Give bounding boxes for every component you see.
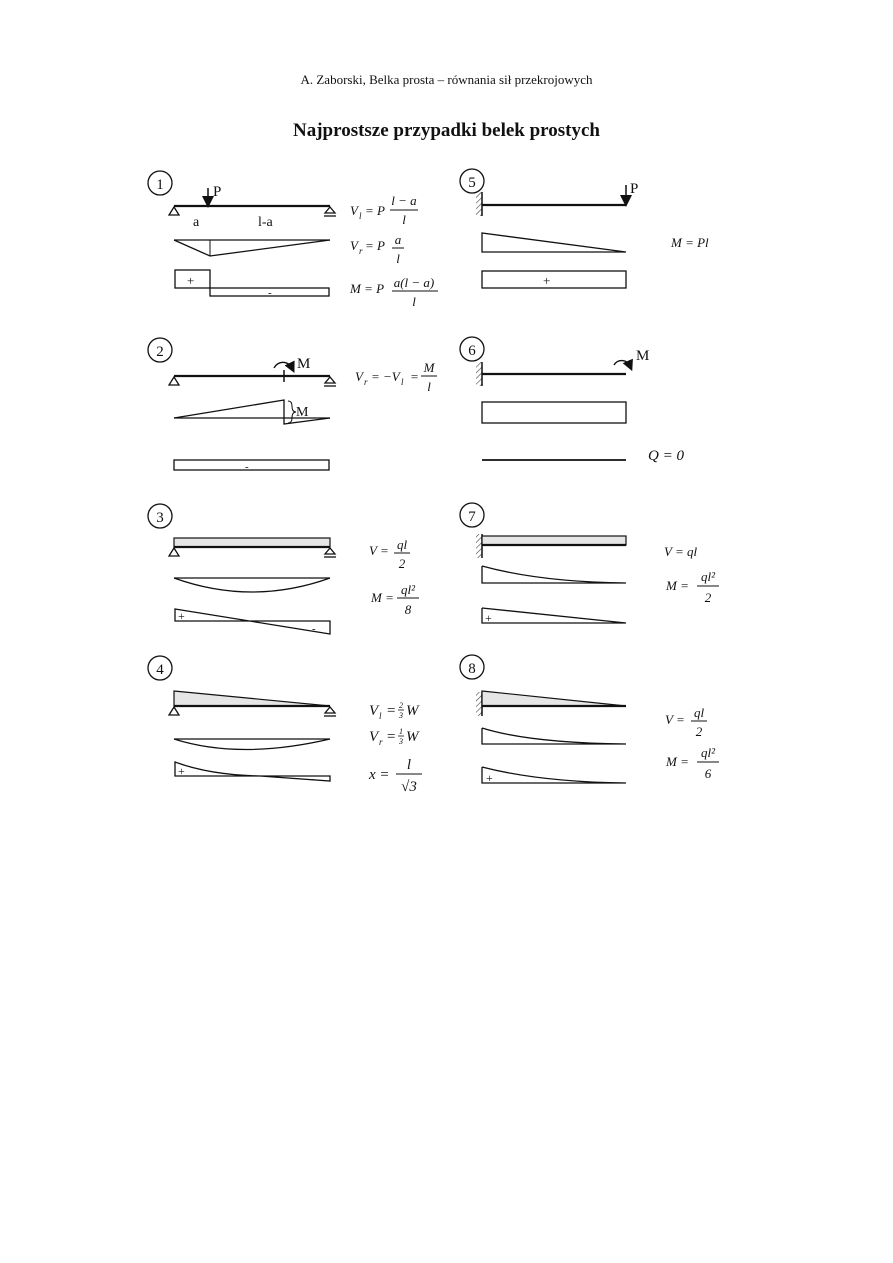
svg-text:1: 1 <box>399 727 403 736</box>
fixed-support <box>476 362 482 386</box>
svg-text:= P: = P <box>365 238 385 253</box>
moment-diagram <box>174 739 330 750</box>
svg-text:6: 6 <box>704 766 712 781</box>
svg-text:l: l <box>402 212 406 227</box>
svg-text:l: l <box>412 294 416 309</box>
case-number: 4 <box>156 662 164 678</box>
page-title: Najprostsze przypadki belek prostych <box>292 120 600 141</box>
moment-diagram <box>174 578 330 592</box>
span-right-label: l-a <box>258 215 273 230</box>
case-5 <box>460 169 709 288</box>
svg-text:-: - <box>311 773 315 785</box>
case-2 <box>148 338 437 473</box>
svg-text:M: M <box>636 348 650 364</box>
case-number: 7 <box>468 509 476 525</box>
svg-text:l: l <box>379 711 382 721</box>
case-1 <box>148 171 438 309</box>
formulas-case-1 <box>349 193 438 309</box>
svg-text:l: l <box>406 757 412 773</box>
pin-support <box>169 207 179 215</box>
svg-text:P: P <box>630 181 639 197</box>
formula: M = Pl <box>671 235 709 250</box>
svg-text:=: = <box>386 729 397 745</box>
formulas-case-4 <box>368 701 422 795</box>
case-number: 2 <box>156 344 164 360</box>
shear-plus: + <box>187 273 195 288</box>
svg-text:-: - <box>245 461 249 473</box>
svg-text:l − a: l − a <box>391 193 417 208</box>
fixed-support <box>476 534 482 558</box>
svg-text:V: V <box>350 238 358 253</box>
svg-text:V: V <box>355 369 363 384</box>
svg-text:=: = <box>410 369 419 384</box>
case-number: 5 <box>468 175 476 191</box>
svg-text:+: + <box>485 611 492 625</box>
formulas-case-2 <box>355 360 437 394</box>
shear-minus: - <box>268 287 272 299</box>
moment-diagram <box>482 233 626 252</box>
moment-diagram <box>482 402 626 423</box>
svg-text:a(l − a): a(l − a) <box>393 275 435 290</box>
svg-text:=: = <box>386 703 397 719</box>
svg-text:+: + <box>543 273 551 288</box>
svg-text:M =: M = <box>666 754 689 769</box>
svg-text:+: + <box>178 764 185 778</box>
page-header: A. Zaborski, Belka prosta – równania sił przekrojowych <box>300 72 593 87</box>
svg-text:ql²: ql² <box>700 745 716 760</box>
case-number: 1 <box>156 177 164 193</box>
svg-text:M =: M = <box>371 590 394 605</box>
svg-text:V: V <box>369 703 379 719</box>
fixed-support <box>476 192 482 216</box>
svg-text:+: + <box>486 771 493 785</box>
moment-diagram <box>482 566 626 583</box>
moment-arrow <box>614 361 630 366</box>
svg-text:3: 3 <box>399 711 403 720</box>
moment-arrow <box>274 362 292 368</box>
case-number: 6 <box>468 343 476 359</box>
svg-text:W: W <box>406 729 419 745</box>
svg-text:V =: V = <box>369 543 389 558</box>
shear-negative <box>174 460 329 470</box>
case-4 <box>148 656 422 795</box>
svg-text:l: l <box>427 379 431 394</box>
distributed-load <box>174 538 330 547</box>
distributed-load <box>482 536 626 545</box>
triangular-load <box>174 691 330 706</box>
svg-text:r: r <box>379 737 383 747</box>
svg-text:ql²: ql² <box>700 569 716 584</box>
svg-text:l: l <box>359 211 362 221</box>
svg-text:+: + <box>178 609 185 623</box>
svg-text:3: 3 <box>399 737 403 746</box>
svg-text:V = ql: V = ql <box>664 544 698 559</box>
svg-text:a: a <box>394 232 402 247</box>
triangular-load <box>482 691 626 706</box>
svg-text:M =: M = <box>666 578 689 593</box>
svg-text:M = P: M = P <box>350 281 385 296</box>
span-left-label: a <box>193 215 200 230</box>
svg-text:r: r <box>359 246 363 256</box>
svg-text:2: 2 <box>399 701 403 710</box>
moment-jump-label: M <box>296 405 309 420</box>
svg-text:2: 2 <box>704 590 712 605</box>
svg-text:ql²: ql² <box>400 582 416 597</box>
svg-text:= P: = P <box>365 203 385 218</box>
svg-text:V: V <box>369 729 379 745</box>
case-3 <box>148 504 419 635</box>
case-number: 3 <box>156 510 164 526</box>
roller-support <box>325 207 335 213</box>
case-number: 8 <box>468 661 476 677</box>
svg-text:2: 2 <box>695 724 703 739</box>
formulas-case-3 <box>369 537 419 617</box>
case-7 <box>460 503 719 625</box>
svg-text:ql: ql <box>396 537 408 552</box>
case-6 <box>460 337 684 464</box>
svg-text:r: r <box>364 377 368 387</box>
formulas-case-7 <box>664 544 719 605</box>
svg-text:x =: x = <box>369 767 390 783</box>
svg-text:= −V: = −V <box>371 369 400 384</box>
case-8 <box>460 655 719 785</box>
shear-diagram <box>482 767 626 783</box>
shear-diagram <box>175 762 330 781</box>
fixed-support <box>476 692 482 716</box>
svg-text:-: - <box>312 623 316 635</box>
shear-positive <box>482 271 626 288</box>
formula: Q = 0 <box>648 448 684 464</box>
shear-diagram <box>482 608 626 623</box>
svg-text:8: 8 <box>404 602 412 617</box>
svg-text:l: l <box>396 251 400 266</box>
moment-diagram <box>482 728 626 744</box>
svg-text:V =: V = <box>665 712 685 727</box>
moment-label: M <box>297 356 311 372</box>
svg-text:2: 2 <box>398 556 406 571</box>
svg-text:M: M <box>423 360 435 375</box>
svg-text:V: V <box>350 203 358 218</box>
load-label: P <box>213 184 222 200</box>
moment-diagram <box>174 240 330 256</box>
svg-text:l: l <box>401 377 404 387</box>
svg-text:√3: √3 <box>401 779 417 795</box>
svg-text:ql: ql <box>693 705 705 720</box>
svg-text:W: W <box>406 703 419 719</box>
formulas-case-8 <box>665 705 719 781</box>
